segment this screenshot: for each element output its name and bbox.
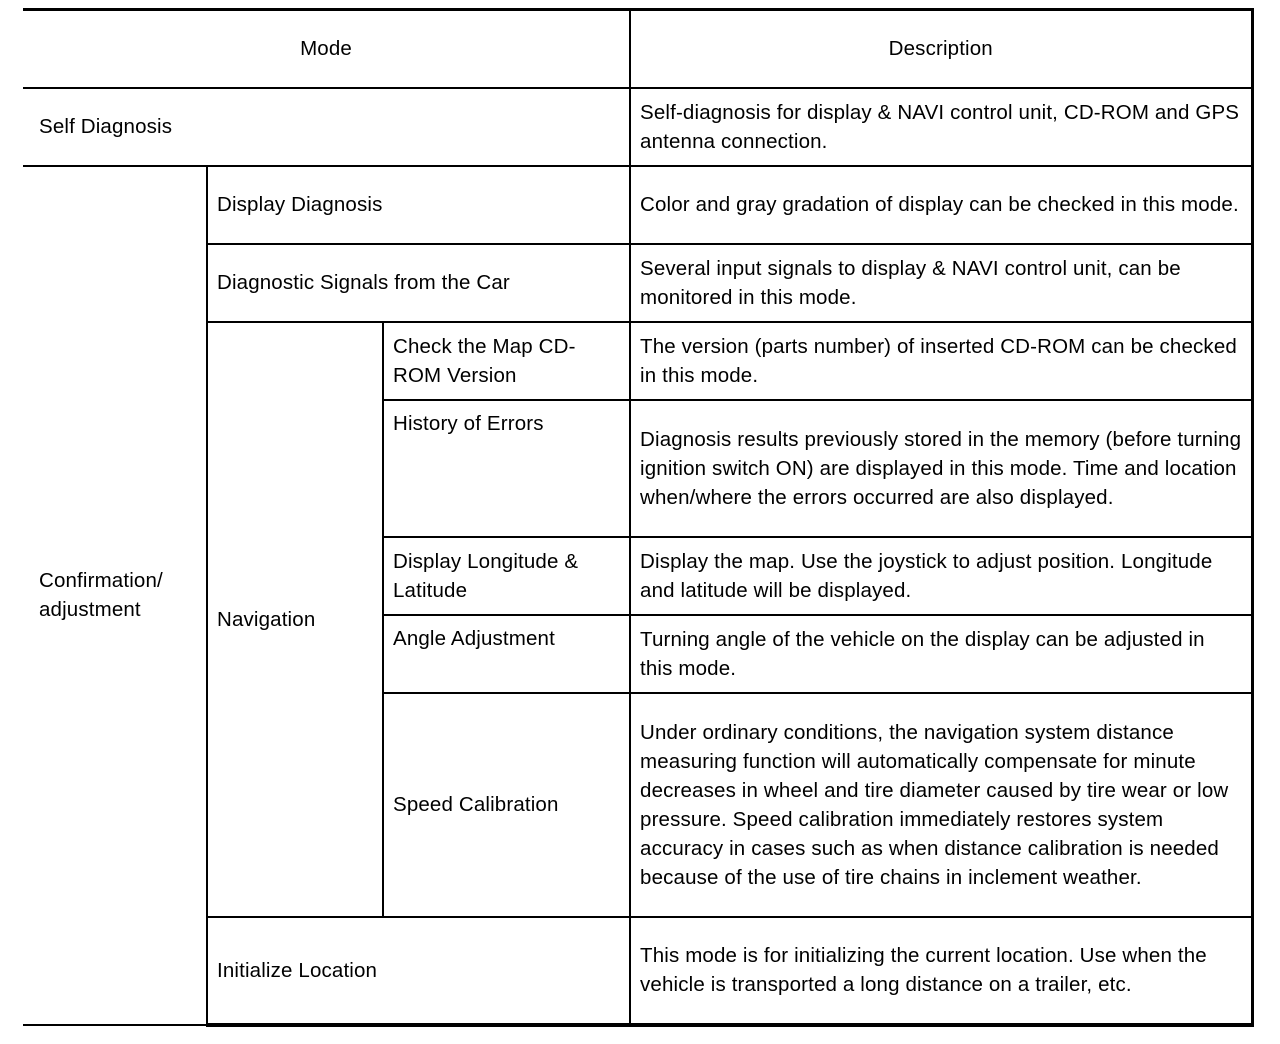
mode-check-map-cd-rom-version: Check the Map CD-ROM Version: [383, 322, 630, 400]
description-angle-adjustment: Turning angle of the vehicle on the display can be adjusted in this mode.: [630, 615, 1252, 693]
table-row: [23, 244, 1252, 322]
description-speed-calibration: Under ordinary conditions, the navigation system distance measuring function will automatically compensate for minute decreases in wheel and tire diameter caused by tire wear or low pressure. Speed calibration immediately restores system accuracy in cases such as when distance calibration is needed because of the use of tire chains in inclement weather.: [630, 693, 1252, 917]
mode-angle-adjustment: Angle Adjustment: [383, 615, 630, 693]
description-initialize-location: This mode is for initializing the current location. Use when the vehicle is transported a long distance on a trailer, etc.: [630, 917, 1252, 1025]
description-display-diagnosis: Color and gray gradation of display can be checked in this mode.: [630, 166, 1252, 244]
mode-group-confirmation-adjustment: Confirmation/ adjustment: [23, 166, 207, 1025]
mode-display-longitude-latitude: Display Longitude & Latitude: [383, 537, 630, 615]
mode-initialize-location: Initialize Location: [207, 917, 630, 1025]
table-row: [23, 88, 1252, 166]
mode-speed-calibration: Speed Calibration: [383, 693, 630, 917]
mode-column-header: Mode: [23, 10, 630, 88]
description-display-longitude-latitude: Display the map. Use the joystick to adjust position. Longitude and latitude will be displayed.: [630, 537, 1252, 615]
table-row: [23, 322, 1252, 400]
mode-diagnostic-signals: Diagnostic Signals from the Car: [207, 244, 630, 322]
mode-self-diagnosis: Self Diagnosis: [23, 88, 630, 166]
mode-group-navigation: Navigation: [207, 322, 383, 917]
description-check-map-cd-rom-version: The version (parts number) of inserted CD-ROM can be checked in this mode.: [630, 322, 1252, 400]
description-self-diagnosis: Self-diagnosis for display & NAVI control unit, CD-ROM and GPS antenna connection.: [630, 88, 1252, 166]
table-row: [23, 917, 1252, 1025]
description-history-of-errors: Diagnosis results previously stored in the memory (before turning ignition switch ON) are displayed in this mode. Time and location when/where the errors occurred are also displayed.: [630, 400, 1252, 537]
header-row: [23, 10, 1252, 88]
mode-history-of-errors: History of Errors: [383, 400, 630, 537]
table-row: [23, 166, 1252, 244]
description-diagnostic-signals: Several input signals to display & NAVI control unit, can be monitored in this mode.: [630, 244, 1252, 322]
mode-display-diagnosis: Display Diagnosis: [207, 166, 630, 244]
mode-description-table: [23, 8, 1254, 1027]
description-column-header: Description: [630, 10, 1252, 88]
